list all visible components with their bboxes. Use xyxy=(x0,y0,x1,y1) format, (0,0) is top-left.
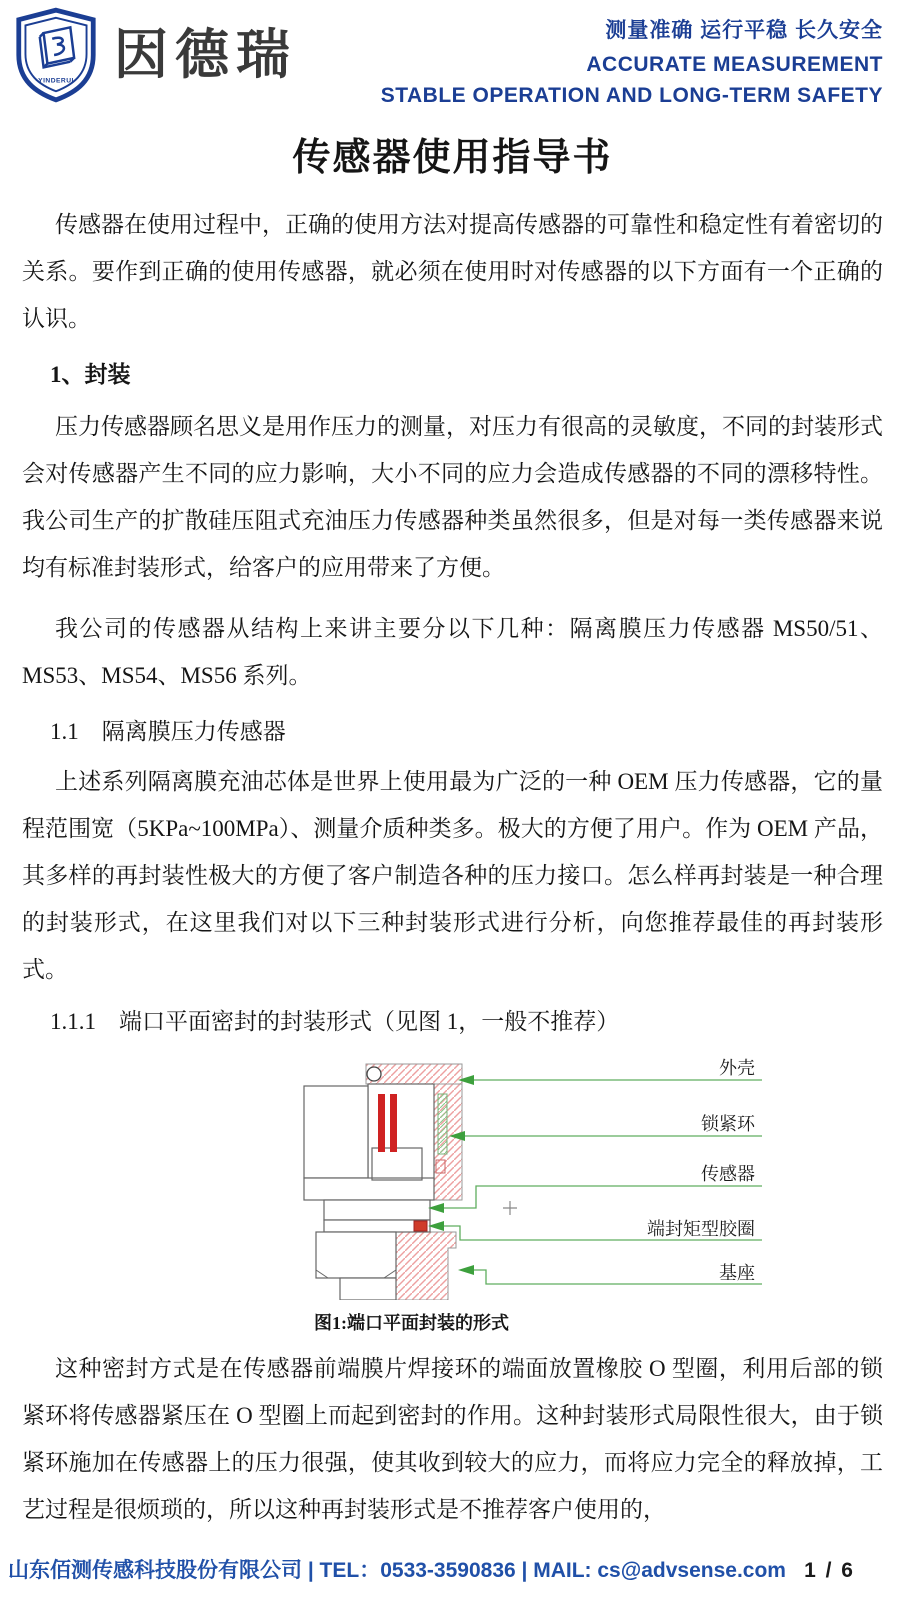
figure-1 xyxy=(300,1048,883,1335)
section-1-1-1-paragraph: 这种密封方式是在传感器前端膜片焊接环的端面放置橡胶 O 型圈，利用后部的锁紧环将传感器紧压在 O 型圈上而起到密封的作用。这种封装形式局限性很大，由于锁紧环施加在传感器上的压力很强，使其收到较大的应力，而将应力完全的释放掉，工艺过程是很烦琐的，所以这种再封装形式是不推荐客户使用的， xyxy=(22,1356,883,1522)
page-footer xyxy=(8,1554,855,1584)
shield-text: ·YINDERUI· xyxy=(35,77,77,85)
section-1-1-1-heading: 1.1.1 端口平面密封的封装形式（见图 1，一般不推荐） xyxy=(50,1009,620,1034)
logo-block xyxy=(14,6,297,104)
company-shield-logo-icon xyxy=(14,6,98,104)
figure-label-sensor: 传感器 xyxy=(701,1164,755,1184)
oring-circle-shape xyxy=(367,1067,381,1081)
page-header xyxy=(0,0,911,110)
slogan-english-2: STABLE OPERATION AND LONG-TERM SAFETY xyxy=(380,84,883,107)
figure-label-gasket: 端封矩型胶圈 xyxy=(647,1219,755,1239)
figure-label-lock-ring: 锁紧环 xyxy=(701,1114,755,1134)
footer-contact-line xyxy=(8,1554,786,1584)
section-1-paragraph-2: 我公司的传感器从结构上来讲主要分以下几种：隔离膜压力传感器 MS50/51、MS53、MS54、MS56 系列。 xyxy=(22,616,883,688)
red-pin-shape xyxy=(378,1094,385,1152)
red-pin-shape xyxy=(390,1094,397,1152)
document-body xyxy=(0,126,911,1533)
brand-name: 因德瑞 xyxy=(114,25,297,85)
footer-contact: | TEL：0533-3590836 | MAIL: cs@advsense.com xyxy=(307,1559,786,1582)
figure-label-base: 基座 xyxy=(719,1263,755,1283)
small-seal-shape xyxy=(436,1160,445,1173)
crosshair-mark xyxy=(503,1201,517,1215)
slogan-chinese: 测量准确 运行平稳 长久安全 xyxy=(605,19,883,42)
section-1-1-paragraph: 上述系列隔离膜充油芯体是世界上使用最为广泛的一种 OEM 压力传感器，它的量程范围宽（5KPa~100MPa）、测量介质种类多。极大的方便了用户。作为 OEM 产品，其多样的再封装性极大的方便了客户制造各种的压力接口。怎么样再封装是一种合理的封装形式，在这里我们对以下三种封装形式进行分析，向您推荐最佳的再封装形式。 xyxy=(22,769,883,982)
footer-company: 山东佰测传感科技股份有限公司 xyxy=(8,1559,302,1582)
cross-section-diagram xyxy=(300,1048,780,1300)
header-slogans xyxy=(381,6,883,115)
document-title: 传感器使用指导书 xyxy=(292,137,613,179)
page-number: 1 / 6 xyxy=(804,1559,855,1582)
figure-1-caption: 图1:端口平面封装的形式 xyxy=(314,1313,509,1333)
section-1-heading: 1、封装 xyxy=(50,362,131,387)
figure-label-housing: 外壳 xyxy=(719,1058,755,1078)
section-1-1-heading: 1.1 隔离膜压力传感器 xyxy=(50,719,286,744)
intro-paragraph: 传感器在使用过程中，正确的使用方法对提高传感器的可靠性和稳定性有着密切的关系。要作到正确的使用传感器，就必须在使用时对传感器的以下方面有一个正确的认识。 xyxy=(22,212,883,331)
rect-gasket-shape xyxy=(414,1221,427,1231)
lock-ring-strip-shape xyxy=(438,1094,447,1154)
section-1-paragraph-1: 压力传感器顾名思义是用作压力的测量，对压力有很高的灵敏度，不同的封装形式会对传感器产生不同的应力影响，大小不同的应力会造成传感器的不同的漂移特性。我公司生产的扩散硅压阻式充油压力传感器种类虽然很多，但是对每一类传感器来说均有标准封装形式，给客户的应用带来了方便。 xyxy=(22,414,883,580)
slogan-english-1: ACCURATE MEASUREMENT xyxy=(586,53,883,76)
